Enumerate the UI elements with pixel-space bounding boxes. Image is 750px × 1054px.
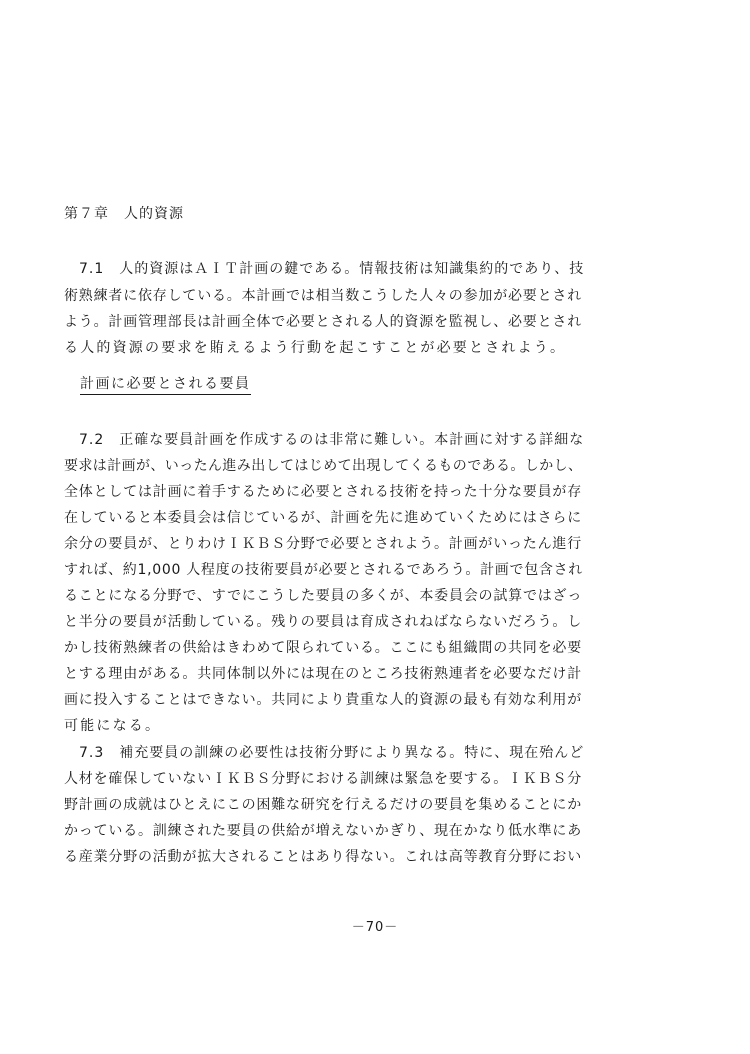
paragraph-line: とする理由がある。共同体制以外には現在のところ技術熟連者を必要なだけ計 xyxy=(64,666,582,682)
paragraph-line: かし技術熟練者の供給はきわめて限られている。ここにも組織間の共同を必要 xyxy=(64,640,582,656)
paragraph-line: ることになる分野で、すでにこうした要員の多くが、本委員会の試算ではざっ xyxy=(64,588,583,604)
paragraph-line: 術熟練者に依存している。本計画では相当数こうした人々の参加が必要とされ xyxy=(64,288,582,304)
paragraph-line: 要求は計画が、いったん進み出してはじめて出現してくるものである。しかし、 xyxy=(64,458,583,474)
paragraph-line: 在していると本委員会は信じているが、計画を先に進めていくためにはさらに xyxy=(64,510,582,526)
paragraph-line: 7.3 補充要員の訓練の必要性は技術分野により異なる。特に、現在殆んど xyxy=(64,745,585,761)
paragraph-line: かっている。訓練された要員の供給が増えないかぎり、現在かなり低水準にあ xyxy=(64,823,582,839)
paragraph-line: る産業分野の活動が拡大されることはあり得ない。これは高等教育分野におい xyxy=(64,849,582,865)
page-number: －70－ xyxy=(351,920,399,935)
paragraph-line: 野計画の成就はひとえにこの困難な研究を行えるだけの要員を集めることにか xyxy=(64,797,582,813)
paragraph-line: すれば、約1,000 人程度の技術要員が必要とされるであろう。計画で包含され xyxy=(64,562,583,578)
paragraph-line: 可能になる。 xyxy=(64,718,162,734)
paragraph-line: と半分の要員が活動している。残りの要員は育成されねばならないだろう。し xyxy=(64,614,582,630)
paragraph-line: 7.2 正確な要員計画を作成するのは非常に難しい。本計画に対する詳細な xyxy=(64,432,585,448)
paragraph-line: 7.1 人的資源はＡＩＴ計画の鍵である。情報技術は知識集約的であり、技 xyxy=(64,261,585,277)
paragraph-line: 全体としては計画に着手するために必要とされる技術を持った十分な要員が存 xyxy=(64,484,582,500)
paragraph-line: よう。計画管理部長は計画全体で必要とされる人的資源を監視し、必要とされ xyxy=(64,314,582,330)
chapter-title: 第７章 人的資源 xyxy=(64,206,184,222)
paragraph-line: 人材を確保していないＩＫＢＳ分野における訓練は緊急を要する。ＩＫＢＳ分 xyxy=(64,771,582,787)
paragraph-line: る人的資源の要求を賄えるよう行動を起こすことが必要とされよう。 xyxy=(64,340,567,356)
section-heading: 計画に必要とされる要員 xyxy=(80,373,251,395)
paragraph-line: 余分の要員が、とりわけＩＫＢＳ分野で必要とされよう。計画がいったん進行 xyxy=(64,536,582,552)
paragraph-line: 画に投入することはできない。共同により貴重な人的資源の最も有効な利用が xyxy=(64,692,582,708)
